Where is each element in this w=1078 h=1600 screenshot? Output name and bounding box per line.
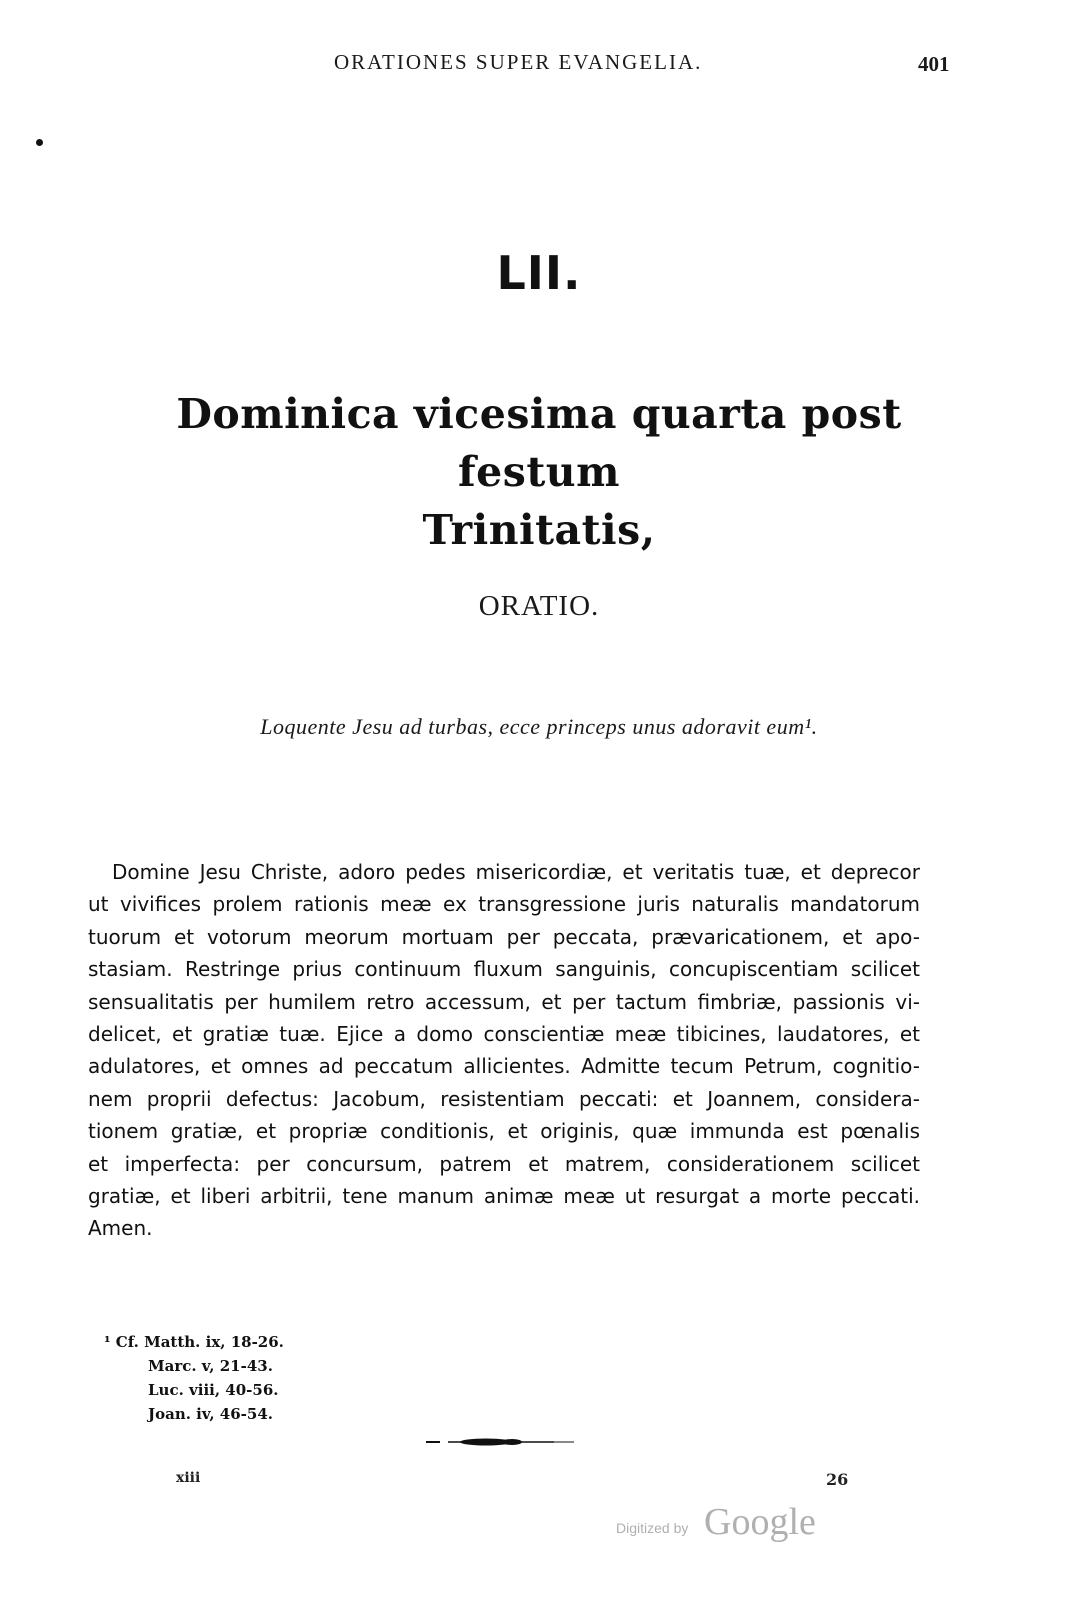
body-line: tionem gratiæ, et propriæ conditionis, et originis, quæ immunda est pœnalis bbox=[88, 1119, 920, 1144]
watermark-brand: Google bbox=[704, 1501, 816, 1543]
signature-mark: xiii bbox=[176, 1470, 201, 1486]
body-line: ut vivifices prolem rationis meæ ex transgressione juris naturalis mandatorum bbox=[88, 892, 920, 917]
footnote-line: Joan. iv, 46-54. bbox=[148, 1405, 274, 1423]
digitized-watermark bbox=[616, 1500, 846, 1550]
running-head bbox=[0, 50, 1078, 80]
footnotes bbox=[104, 1330, 504, 1426]
body-line: gratiæ, et liberi arbitrii, tene manum animæ meæ ut resurgat a morte peccati. bbox=[88, 1184, 920, 1209]
running-title: ORATIONES SUPER EVANGELIA. bbox=[334, 50, 703, 74]
sheet-number: 26 bbox=[826, 1470, 849, 1489]
body-line: et imperfecta: per concursum, patrem et matrem, considerationem scilicet bbox=[88, 1151, 920, 1176]
prayer-text bbox=[88, 856, 920, 1245]
footnote-line: ¹ Cf. Matth. ix, 18-26. bbox=[104, 1333, 284, 1351]
chapter-number: LII. bbox=[496, 246, 582, 300]
section-label: ORATIO. bbox=[478, 590, 600, 622]
body-line: delicet, et gratiæ tuæ. Ejice a domo conscientiæ meæ tibicines, laudatores, et bbox=[88, 1022, 920, 1047]
heading-line-2: Trinitatis, bbox=[422, 506, 656, 554]
body-line: adulatores, et omnes ad peccatum allicientes. Admitte tecum Petrum, cognitio- bbox=[88, 1054, 920, 1079]
rule-ornament-icon bbox=[426, 1432, 576, 1452]
body-line: nem proprii defectus: Jacobum, resistentiam peccati: et Joannem, considera- bbox=[88, 1086, 920, 1111]
page-number: 401 bbox=[918, 52, 950, 76]
body-line: tuorum et votorum meorum mortuam per peccata, prævaricationem, et apo- bbox=[88, 924, 920, 949]
ink-speck bbox=[36, 139, 43, 146]
epigraph: Loquente Jesu ad turbas, ecce princeps unus adoravit eum¹. bbox=[260, 714, 818, 739]
footnote-line: Luc. viii, 40-56. bbox=[148, 1381, 279, 1399]
footnote-line: Marc. v, 21-43. bbox=[148, 1357, 273, 1375]
body-line: sensualitatis per humilem retro accessum, et per tactum fimbriæ, passionis vi- bbox=[88, 989, 920, 1014]
heading-line-1: Dominica vicesima quarta post festum bbox=[176, 390, 902, 496]
body-line: stasiam. Restringe prius continuum fluxum sanguinis, concupiscentiam scilicet bbox=[88, 957, 920, 982]
body-line: Domine Jesu Christe, adoro pedes misericordiæ, et veritatis tuæ, et deprecor bbox=[112, 860, 920, 884]
section-heading bbox=[100, 385, 978, 559]
body-line: Amen. bbox=[88, 1216, 153, 1241]
watermark-prefix: Digitized by bbox=[616, 1520, 689, 1536]
